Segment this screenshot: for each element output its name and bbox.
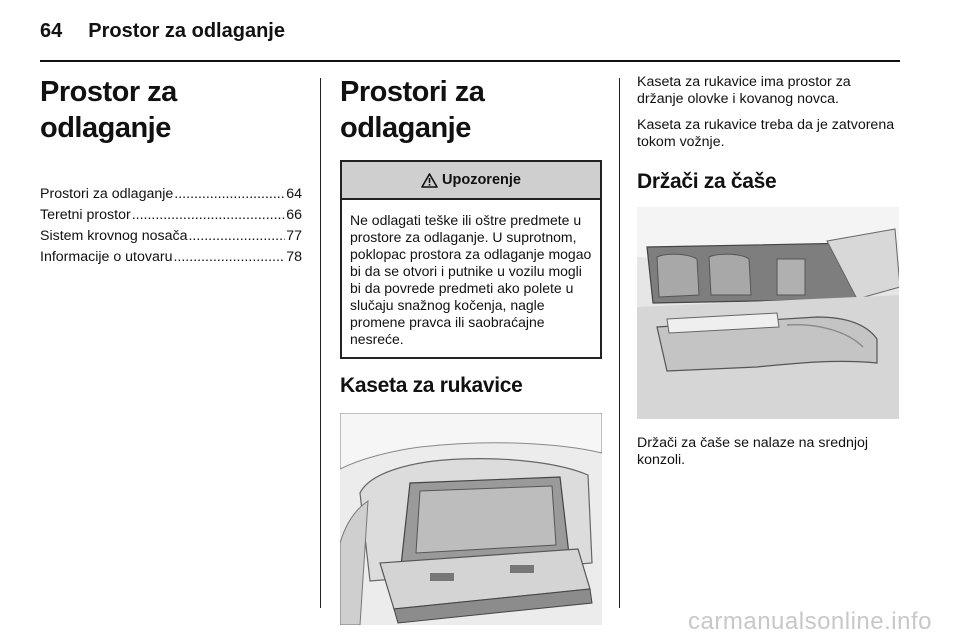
- column-divider-right: [619, 78, 620, 608]
- cupholder-heading: Držači za čaše: [637, 170, 777, 193]
- glovebox-illustration: [340, 413, 602, 625]
- toc-leader-dots: [174, 184, 285, 205]
- warning-title: Upozorenje: [442, 172, 521, 188]
- toc-leader-dots: [188, 226, 285, 247]
- section-heading: Prostori za odlaganje: [340, 76, 485, 144]
- cupholder-paragraph: Držači za čaše se nalaze na srednjoj konzoli.: [637, 435, 869, 468]
- glovebox-paragraph-2: Kaseta za rukavice treba da je zatvorena tokom vožnje.: [637, 117, 895, 150]
- toc-leader-dots: [132, 205, 286, 226]
- warning-box: [340, 160, 602, 359]
- toc-item[interactable]: [40, 184, 302, 205]
- warning-triangle-icon: [421, 173, 438, 188]
- running-title: Prostor za odlaganje: [88, 19, 285, 42]
- toc-item-label: Prostori za odlaganje: [40, 186, 174, 202]
- toc-item-page: 66: [286, 207, 302, 223]
- toc-item-label: Informacije o utovaru: [40, 249, 173, 265]
- toc-item-page: 77: [286, 228, 302, 244]
- page-number: 64: [40, 19, 63, 42]
- glovebox-heading: Kaseta za rukavice: [340, 374, 523, 397]
- storage-column: [340, 74, 602, 625]
- warning-text: Ne odlagati teške ili oštre predmete u prostore za odlaganje. U suprotnom, poklopac prostora za odlaganje mogao bi da se otvori i putnike u vozilu mogli bi da povrede predmeti ako polete u slučaju snažnog kočenja, nagle promene pravca ili saobraćajne nesreće.: [350, 212, 592, 347]
- page-header: [40, 14, 285, 48]
- chapter-heading: Prostor za odlaganje: [40, 76, 177, 144]
- warning-header: [342, 162, 600, 200]
- glovebox-paragraph-1: Kaseta za rukavice ima prostor za držanje olovke i kovanog novca.: [637, 74, 851, 107]
- watermark: carmanualsonline.info: [688, 608, 932, 635]
- toc-column: [40, 74, 302, 268]
- toc-item-page: 78: [286, 249, 302, 265]
- toc-item[interactable]: [40, 226, 302, 247]
- toc-item-page: 64: [286, 186, 302, 202]
- cupholder-illustration: [637, 207, 899, 419]
- toc-item[interactable]: [40, 247, 302, 268]
- table-of-contents: [40, 184, 302, 268]
- toc-leader-dots: [173, 247, 285, 268]
- toc-item-label: Sistem krovnog nosača: [40, 228, 188, 244]
- header-rule: [40, 60, 900, 62]
- toc-item[interactable]: [40, 205, 302, 226]
- toc-item-label: Teretni prostor: [40, 207, 131, 223]
- cupholder-column: [637, 74, 900, 478]
- column-divider-left: [320, 78, 321, 608]
